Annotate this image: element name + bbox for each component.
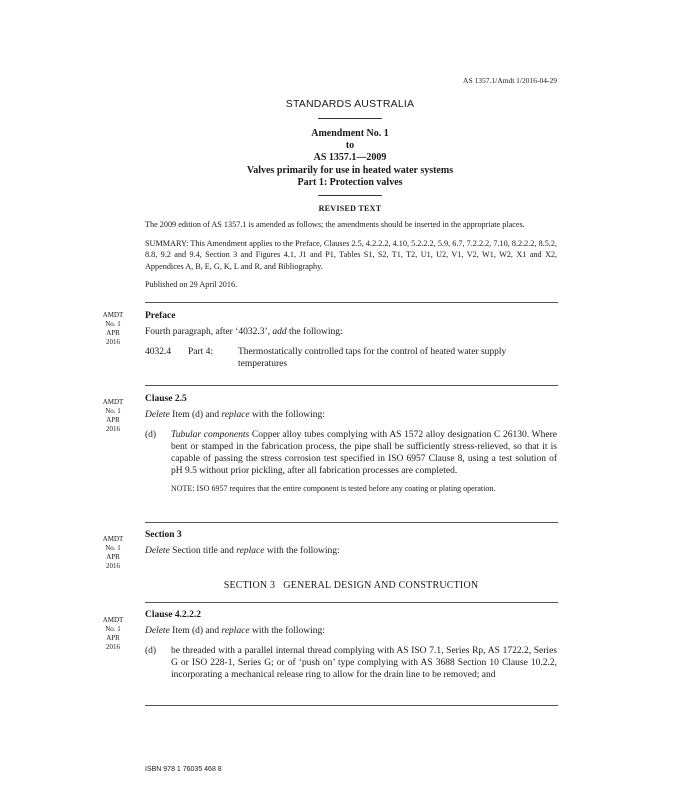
intro-block (145, 219, 557, 298)
amendment-instruction: Delete Section title and replace with the following: (145, 546, 340, 556)
section-divider (145, 522, 558, 523)
list-item: (d) be threaded with a parallel internal thread complying with AS ISO 7.1, Series Rp, AS 1722.2, Series G or ISO 228-1, Series G; or of ‘push on’ type complying with AS 3688 Section 10 Clause 10.2.2, incorporating a mechanical release ring to allow for the drain line to be removed; and (145, 646, 557, 680)
organization-name: STANDARDS AUSTRALIA (285, 98, 415, 110)
section-divider (145, 385, 558, 386)
section-3-section (145, 530, 557, 565)
amendment-instruction: Delete Item (d) and replace with the following: (145, 626, 325, 636)
section-title: Section 3 (145, 530, 182, 540)
title-divider-bottom (318, 195, 382, 196)
amendment-instruction: Delete Item (d) and replace with the following: (145, 410, 325, 420)
section-divider (145, 705, 558, 706)
amdt-marker: AMDT No. 1 APR 2016 (102, 535, 124, 570)
amendment-instruction: Fourth paragraph, after ‘4032.3’, add the following: (145, 327, 343, 337)
published-date: Published on 29 April 2016. (145, 280, 238, 290)
title-line-standard: AS 1357.1—2009 (313, 152, 387, 164)
part-entry: 4032.4 Part 4: Thermostatically controlled taps for the control of heated water supply temperatures (145, 347, 507, 369)
revised-text-label: REVISED TEXT (318, 204, 382, 213)
amdt-marker: AMDT No. 1 APR 2016 (102, 311, 124, 346)
amdt-marker: AMDT No. 1 APR 2016 (102, 398, 124, 433)
note: NOTE: ISO 6957 requires that the entire component is tested before any coating or plating operation. (171, 484, 496, 493)
amendment-title (0, 128, 700, 189)
title-line-amendment: Amendment No. 1 (311, 128, 389, 139)
section-divider (145, 302, 558, 303)
section-divider (145, 602, 558, 603)
intro-paragraph: The 2009 edition of AS 1357.1 is amended as follows; the amendments should be inserted in the appropriate places. (145, 220, 525, 229)
amdt-marker: AMDT No. 1 APR 2016 (102, 616, 124, 651)
list-item: (d) Tubular components Copper alloy tubes complying with AS 1572 alloy designation C 26130. Where bent or stamped in the fabrication process, the pipe shall be sufficiently stress-relieved, so that it is capable of passing the stress corrosion test specified in ISO 6957 Clause 8, using a test solution of pH 9.5 without prior pickling, after all fabrication processes are completed. (145, 430, 557, 476)
title-line-subject: Valves primarily for use in heated water systems (246, 164, 454, 176)
isbn: ISBN 978 1 76035 468 8 (145, 766, 222, 773)
section-title: Clause 4.2.2.2 (145, 610, 201, 620)
section-title: Clause 2.5 (145, 394, 187, 404)
replacement-section-heading: SECTION 3 GENERAL DESIGN AND CONSTRUCTION (223, 580, 479, 591)
clause-2-5-section (145, 394, 557, 494)
document-reference: AS 1357.1/Amdt 1/2016-04-29 (463, 76, 557, 85)
section-title: Preface (145, 311, 176, 321)
title-line-to: to (345, 140, 355, 152)
clause-4-2-2-2-section (145, 610, 557, 681)
title-divider-top (318, 118, 382, 119)
title-line-part: Part 1: Protection valves (297, 176, 403, 188)
preface-section (145, 311, 557, 370)
summary-paragraph: SUMMARY: This Amendment applies to the Preface, Clauses 2.5, 4.2.2.2, 4.10, 5.2.2.2, 5.9, 6.7, 7.2.2.2, 7.10, 8.2.2.2, 8.5.2, 8.8, 9.2 and 9.4, Section 3 and Figures 4.1, J1 and P1, Tables S1, S2, T1, T2, U1, U2, V1, V2, W1, W2, X1 and X2, Appendices A, B, E, G, K, L and R, and Bibliography. (145, 238, 557, 271)
